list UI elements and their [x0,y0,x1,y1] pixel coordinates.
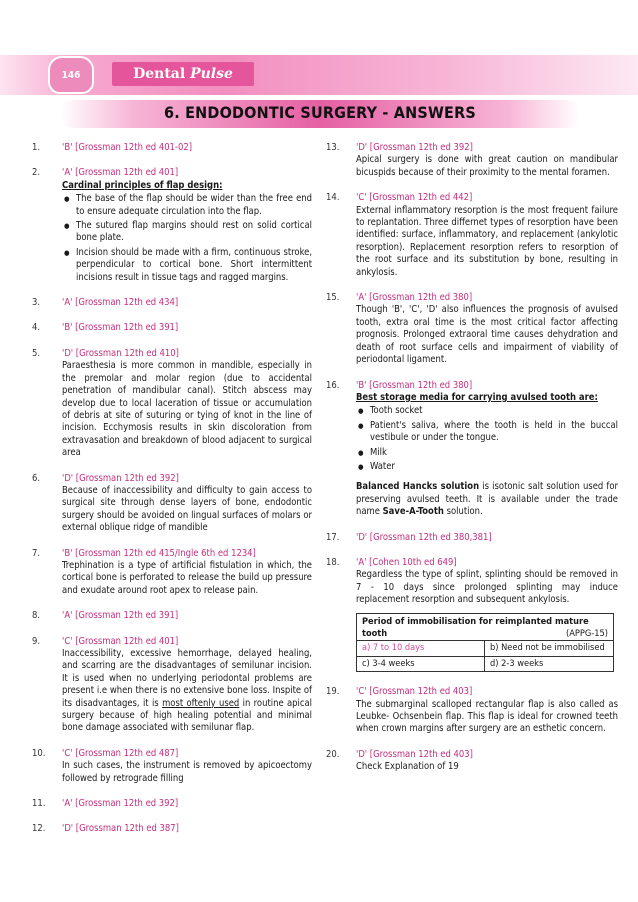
answer-1: 1. 'B' [Grossman 12th ed 401-02] [32,142,192,153]
answer-10: 10. 'C' [Grossman 12th ed 487] In such cases, the instrument is removed by apicoectomy followed by retrograde filling [32,747,312,784]
answer-16: 16. 'B' [Grossman 12th ed 380] Best storage media for carrying avulsed tooth are: ● Tooth socket ● Patient's saliva, where the tooth is held in the buccal vestibule or under the tongue. ● Milk ● Water Balanced Hancks solution is isotonic salt solution used for preserving avulsed teeth. It is available under the trade name Save-A-Tooth solution. [326,380,618,519]
answer-19: 19. 'C' [Grossman 12th ed 403] The submarginal scalloped rectangular flap is also called as Leubke- Ochsenbein flap. This flap is ideal for crowned teeth when crown margins after surgery are an esthetic concern. [326,686,618,735]
answer-4: 4. 'B' [Grossman 12th ed 391] [32,322,179,334]
answer-18: 18. 'A' [Cohen 10th ed 649] Regardless the type of splint, splinting should be removed in 7 - 10 days since prolonged splinting may induce replacement resorption and subsequent ankylosis. [326,556,618,606]
brand-logo: Dental Pulse [133,66,233,82]
tooth-page-badge [48,56,94,94]
answer-20: 20. 'D' [Grossman 12th ed 403] Check Explanation of 19 [326,748,473,773]
answer-6: 6. 'D' [Grossman 12th ed 392] Because of inaccessibility and difficulty to gain access to surgical site through dense layers of bone, endodontic surgery should be avoided on lingual surfaces of molars or external oblique ridge of mandible [32,472,312,534]
chapter-title: 6. ENDODONTIC SURGERY - ANSWERS [164,103,476,122]
answer-7: 7. 'B' [Grossman 12th ed 415/Ingle 6th ed 1234] Trephination is a type of artificial fistulation in which, the cortical bone is perforated to release the build up pressure and exudate around root apex to release pain. [32,547,312,596]
right-column [326,142,618,787]
page-number: 146 [61,69,81,81]
answer-15: 15. 'A' [Grossman 12th ed 380] Though 'B', 'C', 'D' also influences the prognosis of avulsed tooth, extra oral time is the most critical factor affecting prognosis. Prolonged extraoral time causes dehydration and death of root surface cells and impairment of viability of periodontal ligament. [326,292,618,366]
option-d: d) 2-3 weeks [485,656,613,671]
answer-8: 8. 'A' [Grossman 12th ed 391] [32,610,179,622]
brand-box [112,62,254,86]
bullet-list: ● Tooth socket ● Patient's saliva, where the tooth is held in the buccal vestibule or under the tongue. ● Milk ● Water [356,405,618,473]
subheading: Cardinal principles of flap design: [62,179,223,191]
header-band [0,55,638,95]
option-b: b) Need not be immobilised [485,640,613,655]
immobilisation-question-box: Period of immobilisation for reimplanted mature tooth (APPG-15) a) 7 to 10 days b) Need not be immobilised c) 3-4 weeks d) 2-3 weeks [356,613,614,673]
left-column [32,142,312,849]
answer-2: 2. 'A' [Grossman 12th ed 401] Cardinal principles of flap design: ● The base of the flap should be wider than the free end to ensure adequate circulation into the flap. ● The sutured flap margins should rest on solid cortical bone plate. ● Incision should be made with a firm, continuous stroke, perpendicular to cortical bone. Short intermittent incisions result in tissue tags and ragged margins. [32,167,312,284]
option-a: a) 7 to 10 days [357,640,485,655]
subheading: Best storage media for carrying avulsed tooth are: [356,391,598,403]
bullet-list: ● The base of the flap should be wider than the free end to ensure adequate circulation into the flap. ● The sutured flap margins should rest on solid cortical bone plate. ● Incision should be made with a firm, continuous stroke, perpendicular to cortical bone. Short intermittent incisions result in tissue tags and ragged margins. [62,193,312,284]
answer-14: 14. 'C' [Grossman 12th ed 442] External inflammatory resorption is the most frequent failure to replantation. Three differnet types of resorption have been identified: surface, inflammatory, and replacement (ankylotic resorption). Replacement resorption refers to resorption of the root surface and its substitution by bone, resulting in ankylosis. [326,192,618,278]
answer-11: 11. 'A' [Grossman 12th ed 392] [32,798,179,810]
answer-5: 5. 'D' [Grossman 12th ed 410] Paraesthesia is more common in mandible, especially in the premolar and molar region (due to accidental penetration of mandibular canal). Stitch abscess may develop due to local laceration of tissue or accumulation of debris at site of suturing or tying of knot in the line of incision. Ecchymosis results in skin discoloration from extravasation and breakdown of blood adjacent to surgical area [32,347,312,459]
answer-9: 9. 'C' [Grossman 12th ed 401] Inaccessibility, excessive hemorrhage, delayed healing, and scarring are the disadvantages of semilunar incision. It is used when no underlying periodontal problems are present i.e when there is no extensive bone loss. Inspite of its disadvantages, it is most oftenly used in routine apical surgery because of high healing potential and minimal bone damage associated with semilunar flap. [32,635,312,734]
answer-12: 12. 'D' [Grossman 12th ed 387] [32,823,179,835]
answer-17: 17. 'D' [Grossman 12th ed 380,381] [326,531,492,543]
option-c: c) 3-4 weeks [357,656,485,671]
answer-3: 3. 'A' [Grossman 12th ed 434] [32,297,179,309]
answer-13: 13. 'D' [Grossman 12th ed 392] Apical surgery is done with great caution on mandibular bicuspids because of their proximity to the mental foramen. [326,142,618,178]
